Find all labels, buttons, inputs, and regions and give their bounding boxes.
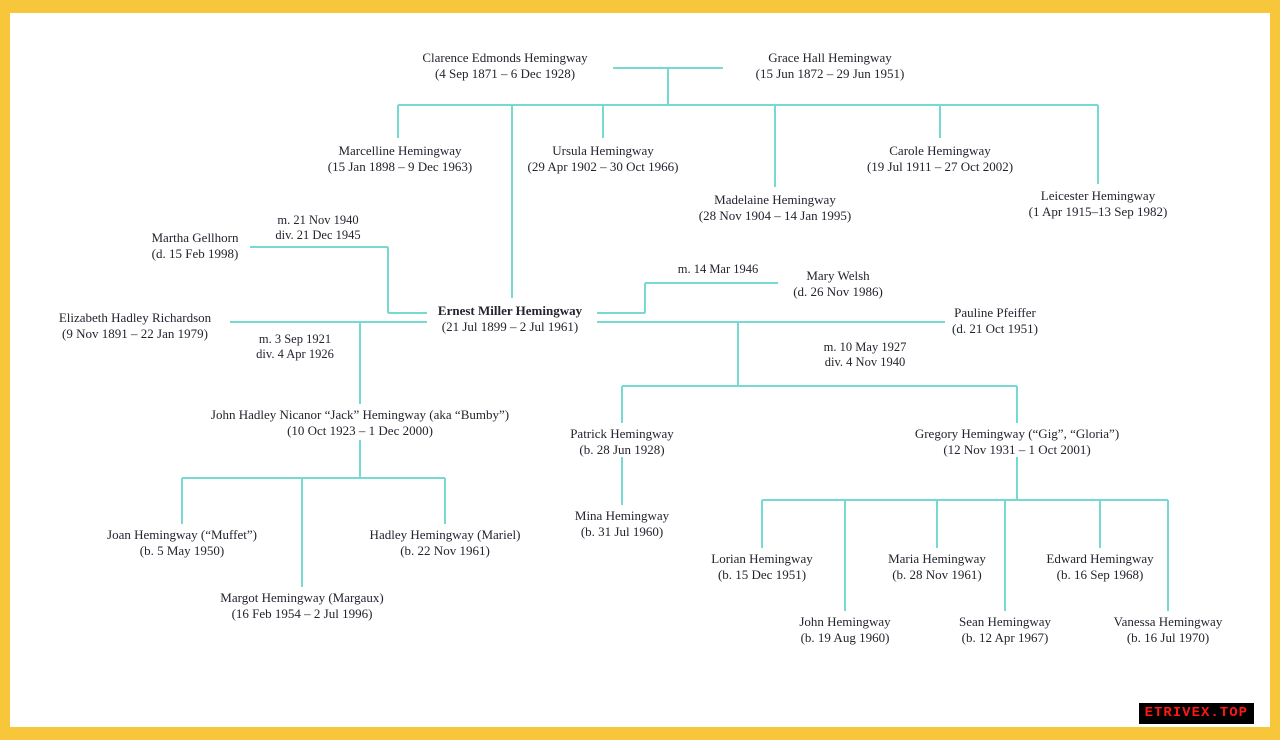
person-name: John Hemingway <box>799 614 891 629</box>
person-dates: (16 Feb 1954 – 2 Jul 1996) <box>231 606 373 621</box>
person-node-carole <box>867 143 1013 175</box>
person-name: Martha Gellhorn <box>151 230 239 245</box>
person-dates: (b. 16 Sep 1968) <box>1056 567 1144 582</box>
person-name: Clarence Edmonds Hemingway <box>422 50 588 65</box>
marriage-label-ernest-mary <box>678 262 759 277</box>
person-dates: (b. 28 Nov 1961) <box>892 567 982 582</box>
person-name: Joan Hemingway (“Muffet”) <box>107 527 257 542</box>
gregory-children-connectors <box>762 457 1168 611</box>
person-dates: (15 Jun 1872 – 29 Jun 1951) <box>755 66 905 81</box>
person-name: Grace Hall Hemingway <box>768 50 892 65</box>
person-name: Madelaine Hemingway <box>714 192 836 207</box>
marriage-label-martha-ernest <box>275 213 360 243</box>
person-dates: (b. 15 Dec 1951) <box>717 567 807 582</box>
person-name: Ernest Miller Hemingway <box>437 303 583 318</box>
ernest-pauline-connectors <box>597 322 1017 423</box>
person-node-mina <box>575 508 669 540</box>
marriage-date: m. 21 Nov 1940 <box>277 213 359 227</box>
person-name: Mina Hemingway <box>574 508 670 523</box>
person-node-mary <box>793 268 883 300</box>
person-dates: (d. 21 Oct 1951) <box>952 321 1038 336</box>
person-name: Edward Hemingway <box>1046 551 1154 566</box>
marriage-date: m. 10 May 1927 <box>823 340 907 354</box>
marriage-label-ernest-pauline <box>824 340 907 370</box>
person-name: Gregory Hemingway (“Gig”, “Gloria”) <box>914 426 1120 441</box>
person-node-lorian <box>711 551 812 583</box>
person-node-pauline <box>952 305 1038 337</box>
person-dates: (d. 15 Feb 1998) <box>151 246 239 261</box>
jack-children-connectors <box>182 440 445 587</box>
person-node-patrick <box>570 426 674 458</box>
person-dates: (10 Oct 1923 – 1 Dec 2000) <box>287 423 433 438</box>
person-dates: (9 Nov 1891 – 22 Jan 1979) <box>62 326 208 341</box>
person-name: Carole Hemingway <box>889 143 991 158</box>
person-dates: (21 Jul 1899 – 2 Jul 1961) <box>441 319 579 334</box>
person-name: Margot Hemingway (Margaux) <box>220 590 384 605</box>
person-dates: (b. 12 Apr 1967) <box>961 630 1049 645</box>
person-dates: (28 Nov 1904 – 14 Jan 1995) <box>698 208 852 223</box>
person-dates: (15 Jan 1898 – 9 Dec 1963) <box>327 159 473 174</box>
person-node-edward <box>1046 551 1153 583</box>
person-name: Ursula Hemingway <box>552 143 654 158</box>
person-name: Elizabeth Hadley Richardson <box>58 310 212 325</box>
person-node-marcelline <box>328 143 472 175</box>
person-node-grace <box>756 50 905 82</box>
person-node-jack <box>211 407 509 439</box>
divorce-date: div. 21 Dec 1945 <box>275 228 361 242</box>
person-node-john <box>799 614 890 646</box>
martha-ernest-connectors <box>250 247 427 313</box>
person-node-ursula <box>528 143 679 175</box>
person-dates: (19 Jul 1911 – 27 Oct 2002) <box>866 159 1014 174</box>
person-node-elizabeth <box>59 310 211 342</box>
person-node-madelaine <box>699 192 851 224</box>
person-node-clarence <box>422 50 587 82</box>
person-node-margot <box>220 590 383 622</box>
person-node-ernest <box>438 303 582 335</box>
person-dates: (12 Nov 1931 – 1 Oct 2001) <box>943 442 1091 457</box>
person-dates: (d. 26 Nov 1986) <box>793 284 883 299</box>
person-node-vanessa <box>1114 614 1223 646</box>
person-name: Hadley Hemingway (Mariel) <box>369 527 521 542</box>
person-node-joan <box>107 527 257 559</box>
divorce-date: div. 4 Nov 1940 <box>824 355 906 369</box>
person-dates: (4 Sep 1871 – 6 Dec 1928) <box>434 66 576 81</box>
person-name: Mary Welsh <box>806 268 870 283</box>
person-name: Marcelline Hemingway <box>338 143 462 158</box>
person-name: Patrick Hemingway <box>570 426 674 441</box>
person-dates: (b. 31 Jul 1960) <box>580 524 664 539</box>
person-dates: (b. 28 Jun 1928) <box>579 442 665 457</box>
person-name: Sean Hemingway <box>958 614 1052 629</box>
person-dates: (b. 16 Jul 1970) <box>1126 630 1210 645</box>
person-node-gregory <box>915 426 1119 458</box>
person-dates: (1 Apr 1915–13 Sep 1982) <box>1028 204 1168 219</box>
person-node-hadley <box>370 527 521 559</box>
person-name: Pauline Pfeiffer <box>954 305 1036 320</box>
marriage-label-elizabeth-ernest <box>256 332 334 362</box>
person-name: Vanessa Hemingway <box>1113 614 1223 629</box>
person-name: Leicester Hemingway <box>1040 188 1156 203</box>
person-dates: (b. 22 Nov 1961) <box>400 543 490 558</box>
person-name: Maria Hemingway <box>888 551 986 566</box>
person-name: John Hadley Nicanor “Jack” Hemingway (aka “Bumby”) <box>210 407 510 422</box>
marriage-date: m. 14 Mar 1946 <box>677 262 759 276</box>
person-node-leicester <box>1029 188 1168 220</box>
divorce-date: div. 4 Apr 1926 <box>256 347 334 361</box>
person-node-maria <box>888 551 986 583</box>
marriage-date: m. 3 Sep 1921 <box>258 332 332 346</box>
watermark-badge: ETRIVEX.TOP <box>1139 703 1254 724</box>
person-dates: (29 Apr 1902 – 30 Oct 1966) <box>527 159 679 174</box>
person-node-martha <box>151 230 238 262</box>
person-dates: (b. 19 Aug 1960) <box>800 630 890 645</box>
person-name: Lorian Hemingway <box>711 551 813 566</box>
person-node-sean <box>959 614 1051 646</box>
ernest-mary-connectors <box>597 283 778 313</box>
person-dates: (b. 5 May 1950) <box>139 543 225 558</box>
